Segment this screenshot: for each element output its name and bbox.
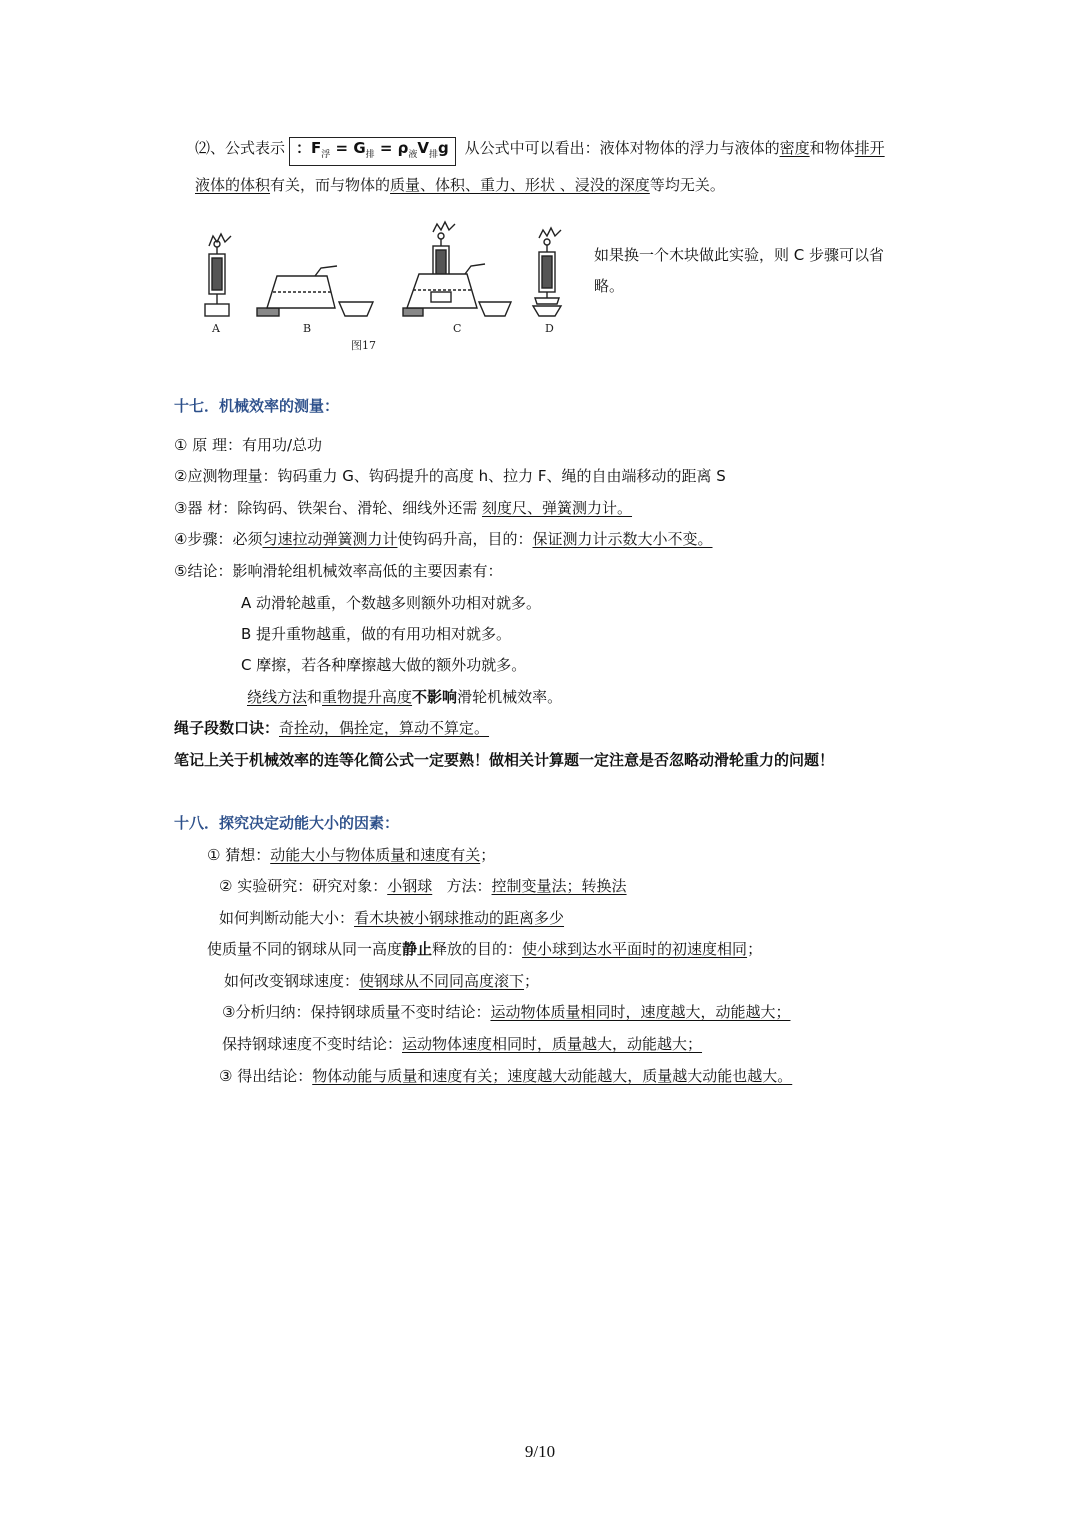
conclusion-heading: ⑤结论：影响滑轮组机械效率高低的主要因素有： [174,562,503,580]
figure-label-a: A [212,322,220,335]
keyword-density: 密度 [779,139,810,157]
buoyancy-formula-box: ：$F_浮 = G_排 = \rho_液V_排g$ [289,137,456,166]
equipment: ③器 材：除钩码、铁架台、滑轮、细线外还需 刻度尺、弹簧测力计。 [174,499,633,517]
formula-explanation: 从公式中可以看出：液体对物体的浮力与液体的 [464,139,780,157]
step-a-illustration [205,234,231,316]
step-c-illustration [403,222,511,316]
figure-caption: 图17 [351,339,376,352]
factor-d: 绕线方法和重物提升高度不影响滑轮机械效率。 [247,688,563,706]
factor-c: C 摩擦，若各种摩擦越大做的额外功就多。 [241,656,527,674]
factor-b: B 提升重物越重，做的有用功相对就多。 [241,625,512,643]
quantities-to-measure: ②应测物理量：钩码重力 G、钩码提升的高度 h、拉力 F、绳的自由端移动的距离 S [174,467,726,485]
figure-note: 如果换一个木块做此实验，则 C 步骤可以省 [594,246,885,264]
formula-intro: ⑵、公式表示 [195,139,286,157]
analysis-speed: 保持钢球速度不变时结论：运动物体速度相同时，质量越大，动能越大； [222,1035,703,1053]
procedure-purpose: 保证测力计示数大小不变。 [532,530,713,548]
section-17-title: 十七．机械效率的测量： [174,397,340,415]
factor-a: A 动滑轮越重，个数越多则额外功相对就多。 [241,594,542,612]
change-speed: 如何改变钢球速度：使钢球从不同同高度滚下； [224,972,540,990]
figure-label-d: D [545,322,554,335]
release-purpose: 使质量不同的钢球从同一高度静止释放的目的：使小球到达水平面时的初速度相同； [207,940,763,958]
experiment-study: ② 实验研究：研究对象：小钢球 方法：控制变量法；转换法 [219,877,627,895]
analysis-mass: ③分析归纳：保持钢球质量不变时结论：运动物体质量相同时，速度越大，动能越大； [222,1003,791,1021]
final-conclusion: ③ 得出结论：物体动能与质量和速度有关；速度越大动能越大，质量越大动能也越大。 [219,1067,793,1085]
archimedes-experiment-figure [195,218,575,353]
guess: ① 猜想：动能大小与物体质量和速度有关； [207,846,496,864]
keyword-volume: 液体的体积 [195,176,271,194]
efficiency-principle: ① 原 理：有用功/总功 [174,436,323,454]
figure-note-2: 略。 [594,277,625,295]
equipment-answer: 刻度尺、弹簧测力计。 [482,499,633,517]
formula-line-2: 液体的体积有关，而与物体的质量、体积、重力、形状 、浸没的深度等均无关。 [195,176,725,194]
procedure-answer: 匀速拉动弹簧测力计 [262,530,398,548]
judge-kinetic-energy: 如何判断动能大小：看木块被小钢球推动的距离多少 [219,909,565,927]
efficiency-notice: 笔记上关于机械效率的连等化简公式一定要熟！做相关计算题一定注意是否忽略动滑轮重力的问题！ [174,751,835,769]
step-d-illustration [533,228,561,316]
figure-label-c: C [453,322,462,335]
procedure: ④步骤：必须匀速拉动弹簧测力计使钩码升高，目的：保证测力计示数大小不变。 [174,530,713,548]
figure-label-b: B [303,322,312,335]
step-b-illustration [257,266,373,316]
keyword-displaced: 排开 [854,139,885,157]
formula-line: ⑵、公式表示 ：$F_浮 = G_排 = \rho_液V_排g$ 从公式中可以看出：液体对物体的浮力与液体的密度和物体排开 [195,136,885,166]
page-number: 9/10 [524,1442,556,1461]
rope-rule-answer: 奇拴动，偶拴定，算动不算定。 [279,719,490,737]
section-18-title: 十八．探究决定动能大小的因素： [174,814,400,832]
irrelevant-factors: 质量、体积、重力、形状 、浸没的深度 [390,176,650,194]
rope-rule: 绳子段数口诀：奇拴动，偶拴定，算动不算定。 [174,719,490,737]
